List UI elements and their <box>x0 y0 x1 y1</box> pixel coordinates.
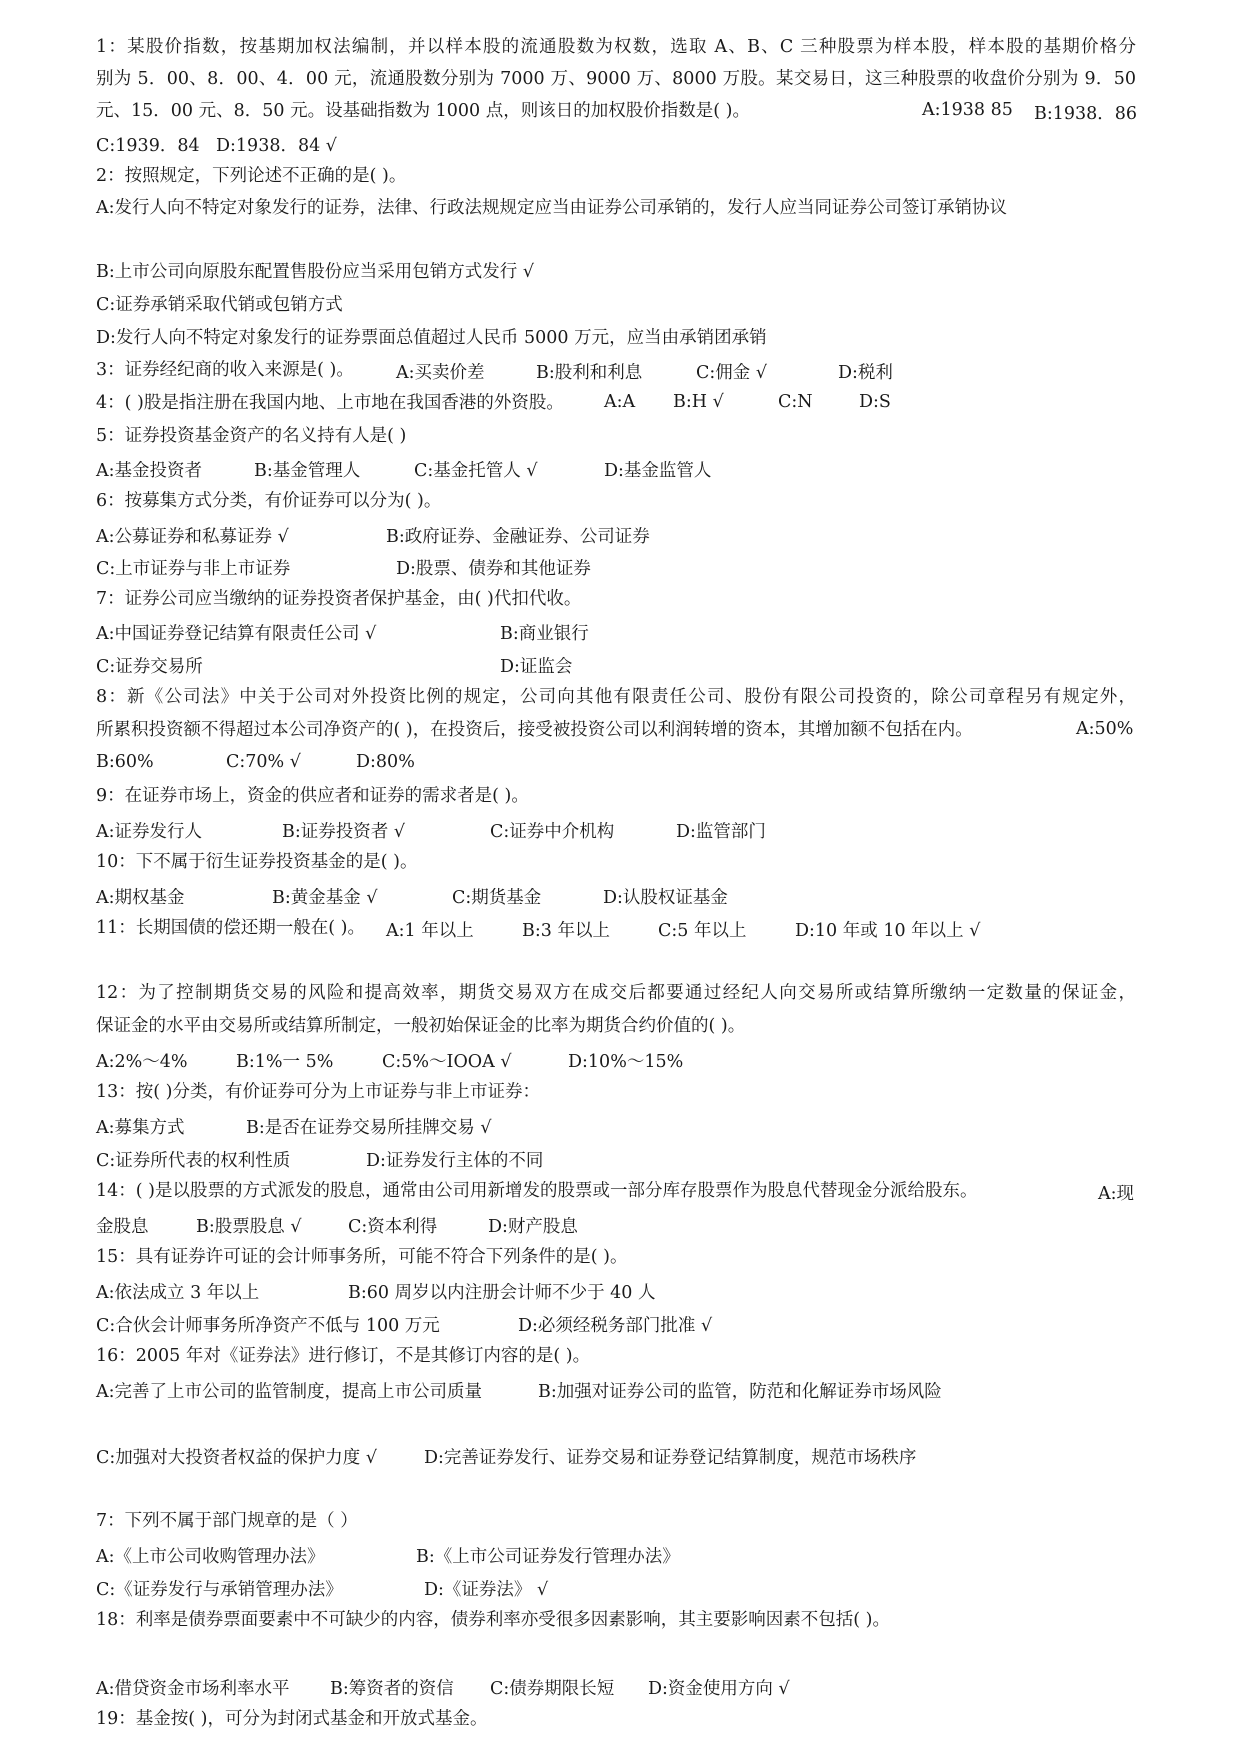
q6-option-d: D:股票、债券和其他证券 <box>396 559 591 579</box>
q15-option-d: D:必须经税务部门批准 √ <box>518 1316 713 1336</box>
q14-option-c: C:资本利得 <box>348 1217 438 1237</box>
q17-stem: 7：下列不属于部门规章的是（ ） <box>96 1511 358 1531</box>
q16-stem: 16：2005 年对《证券法》进行修订，不是其修订内容的是( )。 <box>96 1346 591 1366</box>
q11-option-c: C:5 年以上 <box>658 921 747 941</box>
q11-stem: 11：长期国债的偿还期一般在( )。 <box>96 918 365 938</box>
q11-option-b: B:3 年以上 <box>522 921 610 941</box>
q8-line-1: 8：新《公司法》中关于公司对外投资比例的规定，公司向其他有限责任公司、股份有限公司投资的，除公司章程另有规定外， <box>96 687 1136 707</box>
q5-option-d: D:基金监管人 <box>604 461 712 481</box>
q18-stem: 18：利率是债券票面要素中不可缺少的内容，债券利率亦受很多因素影响，其主要影响因素不包括( )。 <box>96 1610 890 1630</box>
q5-option-b: B:基金管理人 <box>254 461 361 481</box>
q16-option-b: B:加强对证券公司的监管，防范和化解证券市场风险 <box>538 1382 942 1402</box>
q14-option-a-start: A:现 <box>1098 1184 1135 1204</box>
q2-option-a: A:发行人向不特定对象发行的证券，法律、行政法规规定应当由证券公司承销的，发行人应当同证券公司签订承销协议 <box>96 198 1008 218</box>
q4-option-c: C:N <box>778 392 813 412</box>
q5-stem: 5：证券投资基金资产的名义持有人是( ) <box>96 426 407 446</box>
q11-option-a: A:1 年以上 <box>386 921 474 941</box>
q17-option-b: B:《上市公司证券发行管理办法》 <box>416 1547 680 1567</box>
q12-line-1: 12：为了控制期货交易的风险和提高效率，期货交易双方在成交后都要通过经纪人向交易所或结算所缴纳一定数量的保证金， <box>96 983 1136 1003</box>
q12-option-c: C:5%～IOOA √ <box>382 1052 512 1072</box>
q10-option-d: D:认股权证基金 <box>603 888 728 908</box>
q9-option-b: B:证券投资者 √ <box>282 822 405 842</box>
q3-option-b: B:股利和利息 <box>536 363 643 383</box>
q17-option-d: D:《证券法》 √ <box>424 1580 549 1600</box>
q17-option-a: A:《上市公司收购管理办法》 <box>96 1547 325 1567</box>
q1-option-a: A:1938 85 <box>922 100 1013 120</box>
q14-option-a-end: 金股息 <box>96 1217 149 1237</box>
q5-option-a: A:基金投资者 <box>96 461 203 481</box>
q17-option-c: C:《证券发行与承销管理办法》 <box>96 1580 343 1600</box>
q7-option-c: C:证券交易所 <box>96 657 203 677</box>
q12-line-2: 保证金的水平由交易所或结算所制定，一般初始保证金的比率为期货合约价值的( )。 <box>96 1016 746 1036</box>
q10-option-c: C:期货基金 <box>452 888 542 908</box>
q15-option-b: B:60 周岁以内注册会计师不少于 40 人 <box>348 1283 656 1303</box>
q13-option-d: D:证券发行主体的不同 <box>366 1151 544 1171</box>
q2-option-b: B:上市公司向原股东配置售股份应当采用包销方式发行 √ <box>96 262 534 282</box>
q2-stem: 2：按照规定，下列论述不正确的是( )。 <box>96 166 407 186</box>
q12-option-a: A:2%～4% <box>96 1052 188 1072</box>
q10-option-b: B:黄金基金 √ <box>272 888 378 908</box>
q8-line-2: 所累积投资额不得超过本公司净资产的( )，在投资后，接受被投资公司以利润转增的资本，其增加额不包括在内。 <box>96 720 973 740</box>
q5-option-c: C:基金托管人 √ <box>414 461 538 481</box>
q6-stem: 6：按募集方式分类，有价证券可以分为( )。 <box>96 491 442 511</box>
q1-line-2: 别为 5．00、8．00、4．00 元，流通股数分别为 7000 万、9000 万、8000 万股。某交易日，这三种股票的收盘价分别为 9．50 <box>96 69 1136 89</box>
q14-option-d: D:财产股息 <box>488 1217 578 1237</box>
q19-stem: 19：基金按( )，可分为封闭式基金和开放式基金。 <box>96 1709 488 1729</box>
q16-option-c: C:加强对大投资者权益的保护力度 √ <box>96 1448 377 1468</box>
q1-line-1: 1：某股价指数，按基期加权法编制，并以样本股的流通股数为权数，选取 A、B、C 三种股票为样本股，样本股的基期价格分 <box>96 37 1136 57</box>
q12-option-d: D:10%～15% <box>568 1052 684 1072</box>
q9-option-a: A:证券发行人 <box>96 822 203 842</box>
q12-option-b: B:1%一 5% <box>236 1052 334 1072</box>
q1-option-b: B:1938．86 <box>1034 104 1138 124</box>
q8-option-b: B:60% <box>96 752 154 772</box>
q4-option-a: A:A <box>604 392 636 412</box>
q15-stem: 15：具有证券许可证的会计师事务所，可能不符合下列条件的是( )。 <box>96 1247 628 1267</box>
q16-option-a: A:完善了上市公司的监管制度，提高上市公司质量 <box>96 1382 483 1402</box>
q14-line-1: 14：( )是以股票的方式派发的股息，通常由公司用新增发的股票或一部分库存股票作为股息代替现金分派给股东。 <box>96 1181 978 1201</box>
q6-option-a: A:公募证券和私募证券 √ <box>96 527 289 547</box>
q4-option-b: B:H √ <box>673 392 724 412</box>
q1-line-3: 元、15．00 元、8．50 元。设基础指数为 1000 点，则该日的加权股价指数是( )。 <box>96 101 750 121</box>
q13-option-b: B:是否在证券交易所挂牌交易 √ <box>246 1118 492 1138</box>
q7-stem: 7：证券公司应当缴纳的证券投资者保护基金，由( )代扣代收。 <box>96 589 582 609</box>
q7-option-a: A:中国证券登记结算有限责任公司 √ <box>96 624 377 644</box>
q11-option-d: D:10 年或 10 年以上 √ <box>795 921 981 941</box>
q6-option-b: B:政府证券、金融证券、公司证券 <box>386 527 650 547</box>
q7-option-b: B:商业银行 <box>500 624 589 644</box>
q9-stem: 9：在证券市场上，资金的供应者和证券的需求者是( )。 <box>96 786 529 806</box>
q18-option-a: A:借贷资金市场利率水平 <box>96 1679 290 1699</box>
q1-option-d: D:1938．84 √ <box>216 136 337 156</box>
q3-stem: 3：证券经纪商的收入来源是( )。 <box>96 360 354 380</box>
q15-option-a: A:依法成立 3 年以上 <box>96 1283 260 1303</box>
q8-option-c: C:70% √ <box>226 752 301 772</box>
q8-option-a: A:50% <box>1076 719 1134 739</box>
q18-option-b: B:筹资者的资信 <box>330 1679 454 1699</box>
q9-option-c: C:证券中介机构 <box>490 822 615 842</box>
q2-option-d: D:发行人向不特定对象发行的证券票面总值超过人民币 5000 万元，应当由承销团承销 <box>96 328 767 348</box>
q3-option-d: D:税利 <box>838 363 893 383</box>
q1-option-c: C:1939．84 <box>96 136 200 156</box>
q7-option-d: D:证监会 <box>500 657 573 677</box>
q10-stem: 10：下不属于衍生证券投资基金的是( )。 <box>96 852 418 872</box>
q3-option-c: C:佣金 √ <box>696 363 767 383</box>
q9-option-d: D:监管部门 <box>676 822 766 842</box>
q18-option-d: D:资金使用方向 √ <box>648 1679 790 1699</box>
q15-option-c: C:合伙会计师事务所净资产不低与 100 万元 <box>96 1316 440 1336</box>
q13-option-c: C:证券所代表的权利性质 <box>96 1151 291 1171</box>
q16-option-d: D:完善证券发行、证券交易和证券登记结算制度，规范市场秩序 <box>424 1448 917 1468</box>
q6-option-c: C:上市证券与非上市证券 <box>96 559 291 579</box>
q13-stem: 13：按( )分类，有价证券可分为上市证券与非上市证券： <box>96 1082 540 1102</box>
q18-option-c: C:债券期限长短 <box>490 1679 615 1699</box>
q13-option-a: A:募集方式 <box>96 1118 185 1138</box>
q8-option-d: D:80% <box>356 752 415 772</box>
q10-option-a: A:期权基金 <box>96 888 185 908</box>
q2-option-c: C:证券承销采取代销或包销方式 <box>96 295 343 315</box>
q14-option-b: B:股票股息 √ <box>196 1217 302 1237</box>
q4-option-d: D:S <box>859 392 891 412</box>
q3-option-a: A:买卖价差 <box>396 363 485 383</box>
q4-stem: 4：( )股是指注册在我国内地、上市地在我国香港的外资股。 <box>96 393 564 413</box>
